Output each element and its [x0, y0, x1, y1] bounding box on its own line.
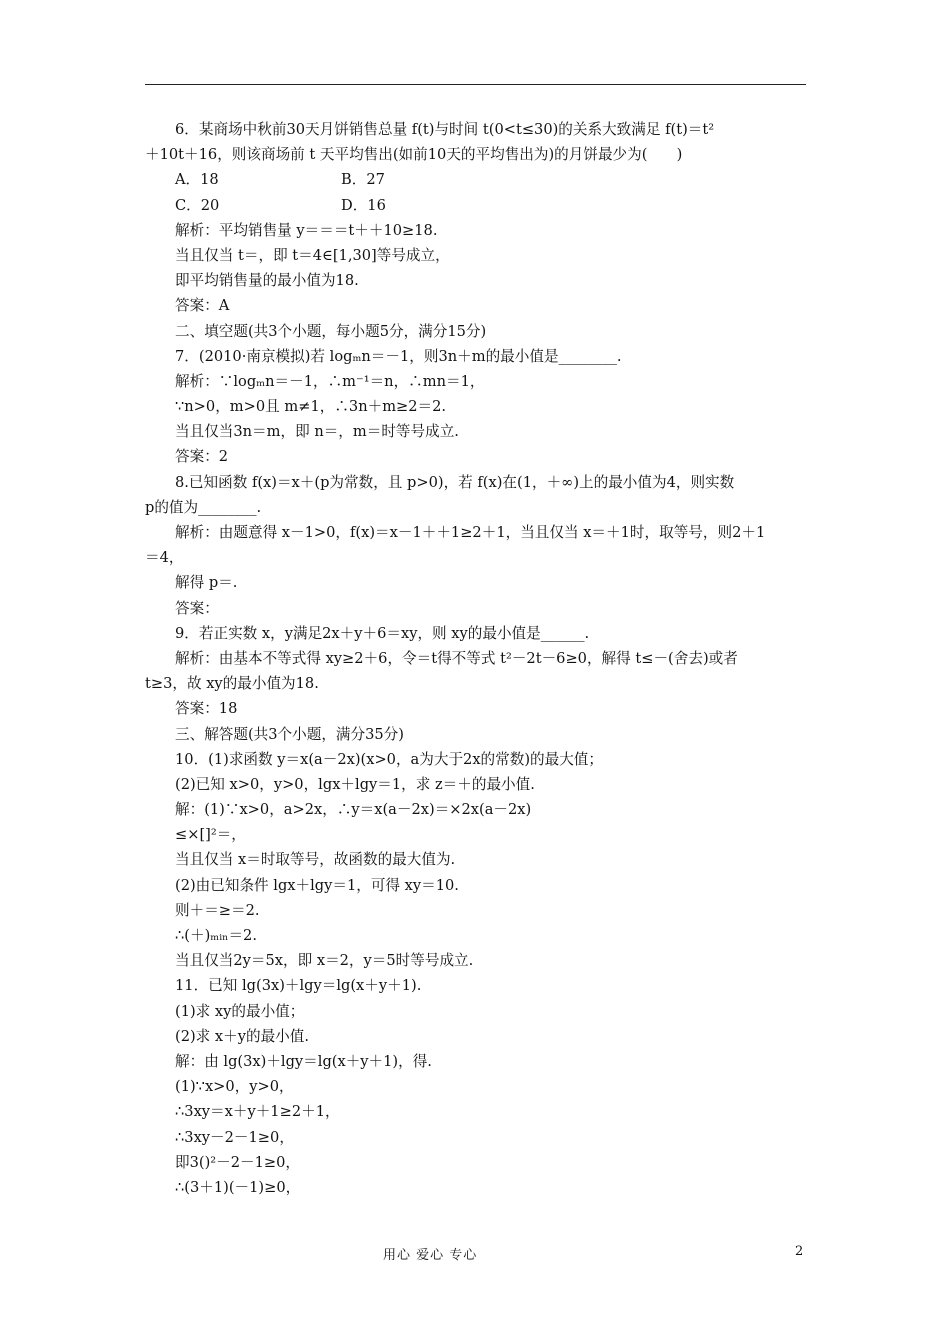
- header-rule: [145, 84, 806, 85]
- text-line: 则＋＝≥＝2.: [175, 901, 260, 919]
- text-line: 即平均销售量的最小值为18.: [175, 272, 359, 290]
- text-line: (2)求 x＋y的最小值.: [175, 1027, 309, 1045]
- text-line: 当且仅当2y＝5x，即 x＝2，y＝5时等号成立.: [175, 952, 474, 970]
- text-line: 三、解答题(共3个小题，满分35分): [175, 725, 404, 743]
- text-line: 当且仅当 t＝，即 t＝4∈[1,30]等号成立，: [175, 246, 450, 264]
- text-line: 8.已知函数 f(x)＝x＋(p为常数，且 p>0)，若 f(x)在(1，＋∞)上的最小值为4，则实数: [175, 473, 735, 491]
- option-text: A．18: [175, 171, 219, 189]
- text-line: ＝4，: [145, 549, 184, 567]
- option-text: D．16: [341, 196, 386, 214]
- text-line: 6．某商场中秋前30天月饼销售总量 f(t)与时间 t(0<t≤30)的关系大致满足 f(t)＝t²: [175, 121, 715, 138]
- text-line: (2)由已知条件 lgx＋lgy＝1，可得 xy＝10.: [175, 876, 459, 894]
- text-line: ∵n>0，m>0且 m≠1，∴3n＋m≥2＝2.: [175, 398, 447, 416]
- text-line: ∴(3＋1)(－1)≥0，: [175, 1178, 301, 1196]
- text-line: 11．已知 lg(3x)＋lgy＝lg(x＋y＋1).: [175, 977, 422, 995]
- text-line: 解析：∵logₘn＝－1，∴m⁻¹＝n，∴mn＝1，: [175, 372, 485, 390]
- text-line: 解析：平均销售量 y＝＝＝t＋＋10≥18.: [175, 221, 438, 239]
- text-line: 答案：: [175, 599, 219, 617]
- text-line: 当且仅当 x＝时取等号，故函数的最大值为.: [175, 851, 456, 869]
- text-line: 解：(1)∵x>0，a>2x，∴y＝x(a－2x)＝×2x(a－2x): [175, 801, 532, 819]
- text-line: 即3()²－2－1≥0，: [175, 1153, 300, 1171]
- text-line: (1)∵x>0，y>0，: [175, 1078, 294, 1096]
- text-line: 答案：2: [175, 448, 229, 466]
- text-line: ＋10t＋16，则该商场前 t 天平均售出(如前10天的平均售出为)的月饼最少为( ): [145, 146, 683, 164]
- text-line: ∴3xy＝x＋y＋1≥2＋1，: [175, 1103, 340, 1121]
- option-text: C．20: [175, 196, 220, 214]
- text-line: 答案：A: [175, 297, 230, 315]
- text-line: 答案：18: [175, 700, 238, 718]
- text-line: 解得 p＝.: [175, 574, 238, 592]
- text-line: 7．(2010·南京模拟)若 logₘn＝－1，则3n＋m的最小值是________.: [175, 347, 622, 365]
- text-line: (2)已知 x>0，y>0，lgx＋lgy＝1，求 z＝＋的最小值.: [175, 775, 535, 793]
- text-line: 二、填空题(共3个小题，每小题5分，满分15分): [175, 322, 487, 340]
- page-number: 2: [795, 1244, 804, 1259]
- text-line: 解析：由基本不等式得 xy≥2＋6，令＝t得不等式 t²－2t－6≥0，解得 t≤－(舍去)或者: [175, 649, 738, 667]
- document-body: [145, 117, 807, 1200]
- text-line: (1)求 xy的最小值；: [175, 1002, 305, 1020]
- page-footer: [0, 1244, 950, 1264]
- text-line: ∴3xy－2－1≥0，: [175, 1128, 294, 1146]
- footer-motto: 用心 爱心 专心: [383, 1248, 478, 1263]
- text-line: 当且仅当3n＝m，即 n＝，m＝时等号成立.: [175, 423, 459, 441]
- text-line: p的值为________.: [145, 498, 262, 516]
- option-text: B．27: [341, 171, 385, 189]
- text-line: 10．(1)求函数 y＝x(a－2x)(x>0，a为大于2x的常数)的最大值；: [175, 750, 603, 768]
- text-line: ∴(＋)ₘᵢₙ＝2.: [175, 927, 257, 944]
- text-line: 解析：由题意得 x－1>0，f(x)＝x－1＋＋1≥2＋1，当且仅当 x＝＋1时，取等号，则2＋1: [175, 524, 766, 541]
- option-row: [145, 167, 807, 192]
- text-line: ≤×[]²＝，: [175, 826, 246, 844]
- text-line: t≥3，故 xy的最小值为18.: [145, 675, 319, 693]
- option-row: [145, 193, 807, 218]
- text-line: 解：由 lg(3x)＋lgy＝lg(x＋y＋1)，得.: [175, 1052, 432, 1070]
- text-line: 9．若正实数 x，y满足2x＋y＋6＝xy，则 xy的最小值是______.: [175, 624, 590, 642]
